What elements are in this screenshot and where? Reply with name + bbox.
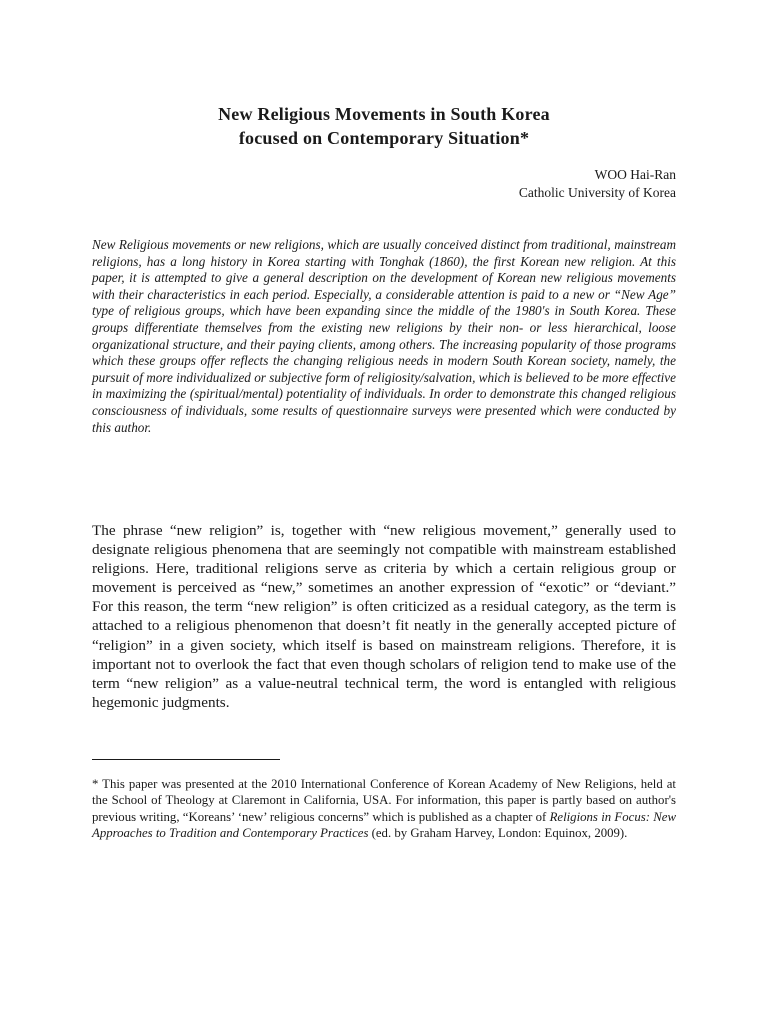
author-name: WOO Hai-Ran [594, 167, 676, 182]
abstract: New Religious movements or new religions, which are usually conceived distinct from traditional, mainstream religions, has a long history in Korea starting with Tonghak (1860), the first Korean new religion. At this paper, it is attempted to give a general description on the development of Korean new religious movements with their characteristics in each period. Especially, a considerable attention is paid to a new or “New Age” type of religious groups, which have been expanding since the middle of the 1980's in South Korea. These groups differentiate themselves from the existing new religions by their non- or less hierarchical, loose organizational structure, and their paying clients, among others. The increasing popularity of those programs which these groups offer reflects the changing religious needs in modern South Korean society, namely, the pursuit of more individualized or subjective form of religiosity/salvation, which is believed to be more effective in maximizing the (spiritual/mental) potentiality of individuals. In order to demonstrate this changed religious consciousness of individuals, some results of questionnaire surveys were presented which were conducted by this author. [92, 237, 676, 435]
paper-title-line-2: focused on Contemporary Situation* [238, 128, 530, 148]
footnote-book-title: Religions in Focus: New Approaches to Tradition and Contemporary Practices [92, 809, 676, 840]
footnote-divider [92, 759, 280, 760]
paper-title [92, 102, 676, 150]
paper-title-line-1: New Religious Movements in South Korea [218, 104, 550, 124]
body-paragraph: The phrase “new religion” is, together with “new religious movement,” generally used to designate religious phenomena that are seemingly not compatible with mainstream established religions. Here, traditional religions serve as criteria by which a certain religious group or movement is perceived as “new,” sometimes an another expression of “exotic” or “deviant.” For this reason, the term “new religion” is often criticized as a residual category, as the term is attached to a religious phenomenon that doesn’t fit neatly in the generally accepted picture of “religion” in a given society, which itself is based on mainstream religions. Therefore, it is important not to overlook the fact that even though scholars of religion tend to make use of the term “new religion” as a value-neutral technical term, the word is entangled with religious hegemonic judgments. [92, 522, 676, 711]
footnote-text-end: (ed. by Graham Harvey, London: Equinox, 2009). [368, 825, 628, 840]
footnote-text-start: * This paper was presented at the 2010 International Conference of Korean Academy of New Religions, held at the School of Theology at Claremont in California, USA. For information, this paper is partly based on author's previous writing, “Koreans’ ‘new’ religious concerns” which is published as a chapter of [92, 777, 676, 824]
author-affiliation: Catholic University of Korea [518, 185, 676, 200]
author-block [519, 166, 676, 202]
footnote [92, 776, 676, 841]
